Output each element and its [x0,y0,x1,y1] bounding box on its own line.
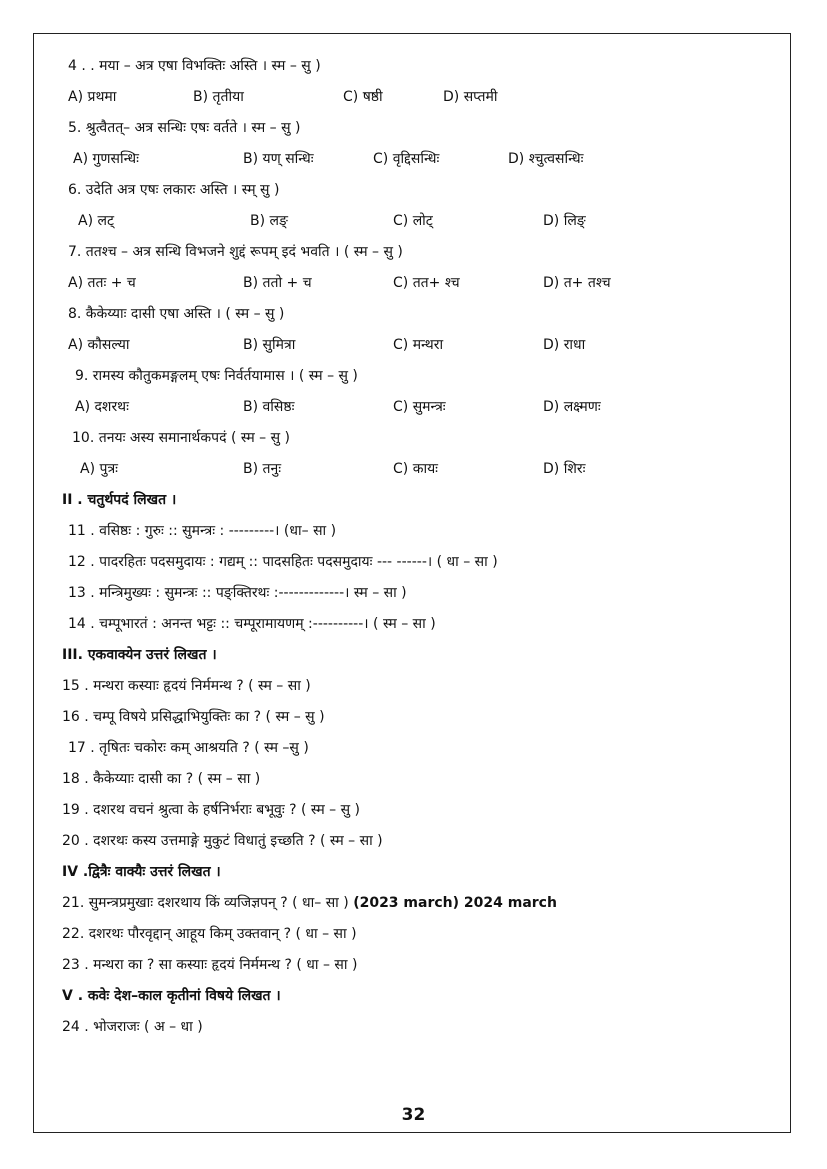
option-b: B) तृतीया [193,89,244,105]
exam-years: (2023 march) 2024 march [353,895,557,911]
section-2-item: 14 . चम्पूभारतं : अनन्त भट्टः :: चम्पूरामायणम् :----------। ( स्म – सा ) [68,616,436,632]
section-4-heading: IV .द्वित्रैः वाक्यैः उत्तरं लिखत । [62,864,221,880]
page-number: 32 [401,1105,426,1125]
option-a: A) गुणसन्धिः [73,151,139,167]
option-a: A) प्रथमा [68,89,117,105]
mcq-q5: 5. श्रुत्वैतत्– अत्र सन्धिः एषः वर्तते । स्म – सु ) [68,120,301,136]
section-3-item: 17 . तृषितः चकोरः कम् आश्रयति ? ( स्म –सु ) [68,740,309,756]
option-d: D) शिरः [543,461,586,477]
section-4-item: 22. दशरथः पौरवृद्दान् आहूय किम् उक्तवान् ? ( धा – सा ) [62,926,357,942]
section-2-item: 11 . वसिष्ठः : गुरुः :: सुमन्त्रः : ---------। (धा– सा ) [68,523,337,539]
option-a: A) लट् [78,213,115,229]
option-b: B) ततो + च [243,275,312,291]
section-4-item [62,893,557,913]
option-d: D) सप्तमी [443,89,498,105]
option-b: B) वसिष्ठः [243,399,295,415]
option-c: C) मन्थरा [393,337,444,353]
section-3-item: 15 . मन्थरा कस्याः हृदयं निर्ममन्थ ? ( स्म – सा ) [62,678,311,694]
question-text: 21. सुमन्त्रप्रमुखाः दशरथाय किं व्यजिज्ञपन् ? ( धा– सा ) [62,895,349,911]
section-2-item: 12 . पादरहितः पदसमुदायः : गद्यम् :: पादसहितः पदसमुदायः --- ------। ( धा – सा ) [68,554,498,570]
section-5-item: 24 . भोजराजः ( अ – धा ) [62,1019,203,1035]
option-d: D) लक्ष्मणः [543,399,601,415]
option-a: A) दशरथः [75,399,129,415]
option-c: C) वृद्दिसन्धिः [373,151,440,167]
section-5-heading: V . कवेः देश–काल कृतीनां विषये लिखत । [62,988,281,1004]
mcq-q10: 10. तनयः अस्य समानार्थकपदं ( स्म – सु ) [72,430,290,446]
section-3-heading: III. एकवाक्येन उत्तरं लिखत । [62,647,217,663]
option-c: C) कायः [393,461,439,477]
mcq-q4: 4 . . मया – अत्र एषा विभक्तिः अस्ति । स्म – सु ) [68,58,321,74]
option-b: B) सुमित्रा [243,337,296,353]
option-b: B) यण् सन्धिः [243,151,314,167]
section-3-item: 19 . दशरथ वचनं श्रुत्वा के हर्षनिर्भराः बभूवुः ? ( स्म – सु ) [62,802,360,818]
option-b: B) लङ् [250,213,288,229]
option-a: A) कौसल्या [68,337,130,353]
option-d: D) राधा [543,337,586,353]
section-3-item: 18 . कैकेय्याः दासी का ? ( स्म – सा ) [62,771,261,787]
section-3-item: 16 . चम्पू विषये प्रसिद्धाभियुक्तिः का ? ( स्म – सु ) [62,709,325,725]
option-a: A) पुत्रः [80,461,118,477]
option-c: C) तत+ श्च [393,275,460,291]
option-b: B) तनुः [243,461,282,477]
option-d: D) त+ तश्च [543,275,611,291]
option-a: A) ततः + च [68,275,136,291]
option-c: C) षष्ठी [343,89,383,105]
option-d: D) लिङ् [543,213,586,229]
mcq-q8: 8. कैकेय्याः दासी एषा अस्ति । ( स्म – सु ) [68,306,285,322]
section-2-heading: II . चतुर्थपदं लिखत । [62,492,177,508]
section-4-item: 23 . मन्थरा का ? सा कस्याः हृदयं निर्ममन्थ ? ( धा – सा ) [62,957,358,973]
option-d: D) श्चुत्वसन्धिः [508,151,584,167]
mcq-q9: 9. रामस्य कौतुकमङ्गलम् एषः निर्वर्तयामास । ( स्म – सु ) [75,368,358,384]
option-c: C) लोट् [393,213,433,229]
mcq-q7: 7. ततश्च – अत्र सन्धि विभजने शुद्दं रूपम् इदं भवति । ( स्म – सु ) [68,244,403,260]
mcq-q6: 6. उदेति अत्र एषः लकारः अस्ति । स्म् सु ) [68,182,280,198]
section-2-item: 13 . मन्त्रिमुख्यः : सुमन्त्रः :: पङ्क्तिरथः :-------------। स्म – सा ) [68,585,407,601]
option-c: C) सुमन्त्रः [393,399,446,415]
section-3-item: 20 . दशरथः कस्य उत्तमाङ्गे मुकुटं विधातुं इच्छति ? ( स्म – सा ) [62,833,383,849]
